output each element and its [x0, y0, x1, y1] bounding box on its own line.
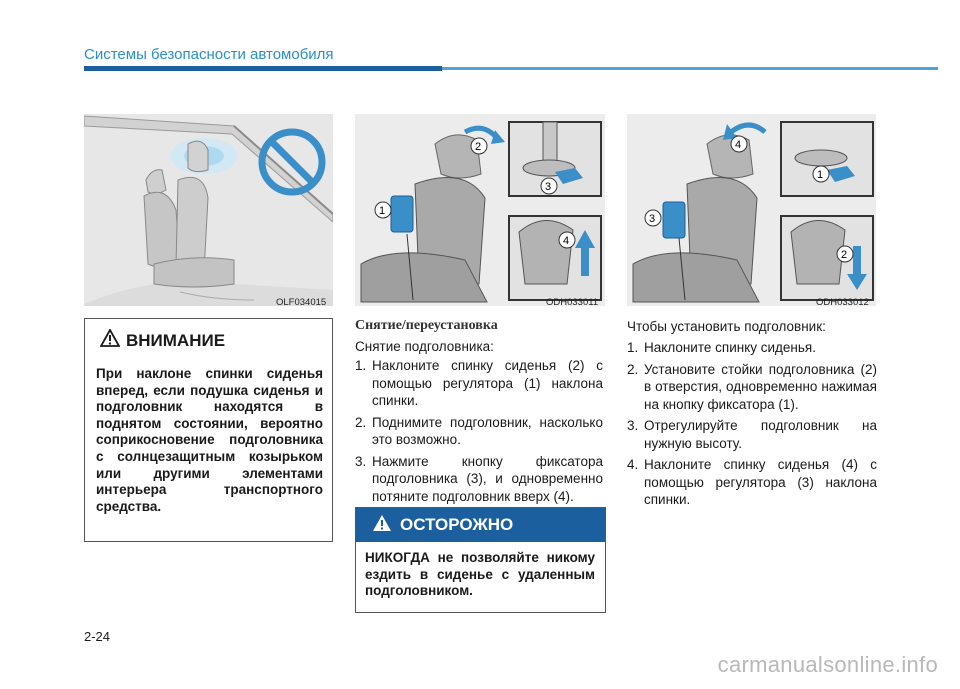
- svg-text:3: 3: [649, 213, 656, 225]
- caution-triangle-icon: [372, 514, 392, 537]
- svg-text:2: 2: [475, 141, 482, 153]
- figure-seat-sunvisor: [84, 114, 333, 306]
- figure-headrest-removal: [355, 114, 605, 306]
- install-step-1: 1. Наклоните спинку сиденья.: [627, 340, 816, 355]
- svg-text:4: 4: [735, 139, 742, 151]
- header-rule-light: [442, 67, 938, 70]
- figure-caption-1: OLF034015: [276, 297, 327, 308]
- headrest-install-illustration: [627, 114, 876, 306]
- svg-text:1: 1: [817, 169, 824, 181]
- svg-text:3: 3: [545, 181, 552, 193]
- warning-title: ВНИМАНИЕ: [126, 330, 226, 350]
- removal-steps: [355, 357, 603, 509]
- install-intro: Чтобы установить подголовник:: [627, 319, 826, 334]
- install-steps: [627, 339, 877, 513]
- install-step-4: 4. Наклоните спинку сиденья (4) с помощью регулятора (3) наклона спинки.: [627, 457, 877, 507]
- header-rule-dark: [84, 66, 442, 71]
- figure-headrest-install: [627, 114, 876, 306]
- install-step-2: 2. Установите стойки подголовника (2) в отверстия, одновременно нажимая на кнопку фиксатора (1).: [627, 361, 877, 412]
- caution-title: ОСТОРОЖНО: [400, 515, 514, 534]
- figure-caption-2: ODH033011: [546, 297, 599, 308]
- section-title: Системы безопасности автомобиля: [84, 46, 334, 63]
- seat-sunvisor-illustration: [84, 114, 333, 306]
- warning-header: [100, 329, 225, 352]
- svg-text:1: 1: [379, 205, 386, 217]
- figure-caption-3: ODH033012: [816, 297, 869, 308]
- svg-text:2: 2: [841, 249, 848, 261]
- caution-text: НИКОГДА не позволяйте никому ездить в сиденье с удаленным подголовником.: [365, 550, 595, 599]
- headrest-removal-illustration: [355, 114, 605, 306]
- caution-box: [355, 507, 606, 613]
- removal-step-2: 2. Поднимите подголовник, насколько это возможно.: [355, 414, 603, 447]
- install-step-3: 3. Отрегулируйте подголовник на нужную высоту.: [627, 418, 877, 451]
- removal-heading: Снятие/переустановка: [355, 318, 498, 333]
- removal-step-1: 1. Наклоните спинку сиденья (2) с помощью регулятора (1) наклона спинки.: [355, 358, 603, 408]
- watermark: carmanualsonline.info: [717, 652, 938, 677]
- removal-intro: Снятие подголовника:: [355, 339, 494, 354]
- page-number: 2-24: [84, 629, 111, 644]
- removal-step-3: 3. Нажмите кнопку фиксатора подголовника (3), и одновременно потяните подголовник вверх (4).: [355, 453, 603, 504]
- warning-triangle-icon: [100, 329, 120, 352]
- warning-box: [84, 318, 333, 542]
- svg-text:4: 4: [563, 235, 570, 247]
- caution-header: [356, 508, 605, 542]
- warning-text: При наклоне спинки сиденья вперед, если подушка сиденья и подголовник находятся в поднятом состоянии, вероятно соприкосновение подголовника с солнцезащитным козырьком или другими элементами интерьера транспортного средства.: [96, 366, 323, 514]
